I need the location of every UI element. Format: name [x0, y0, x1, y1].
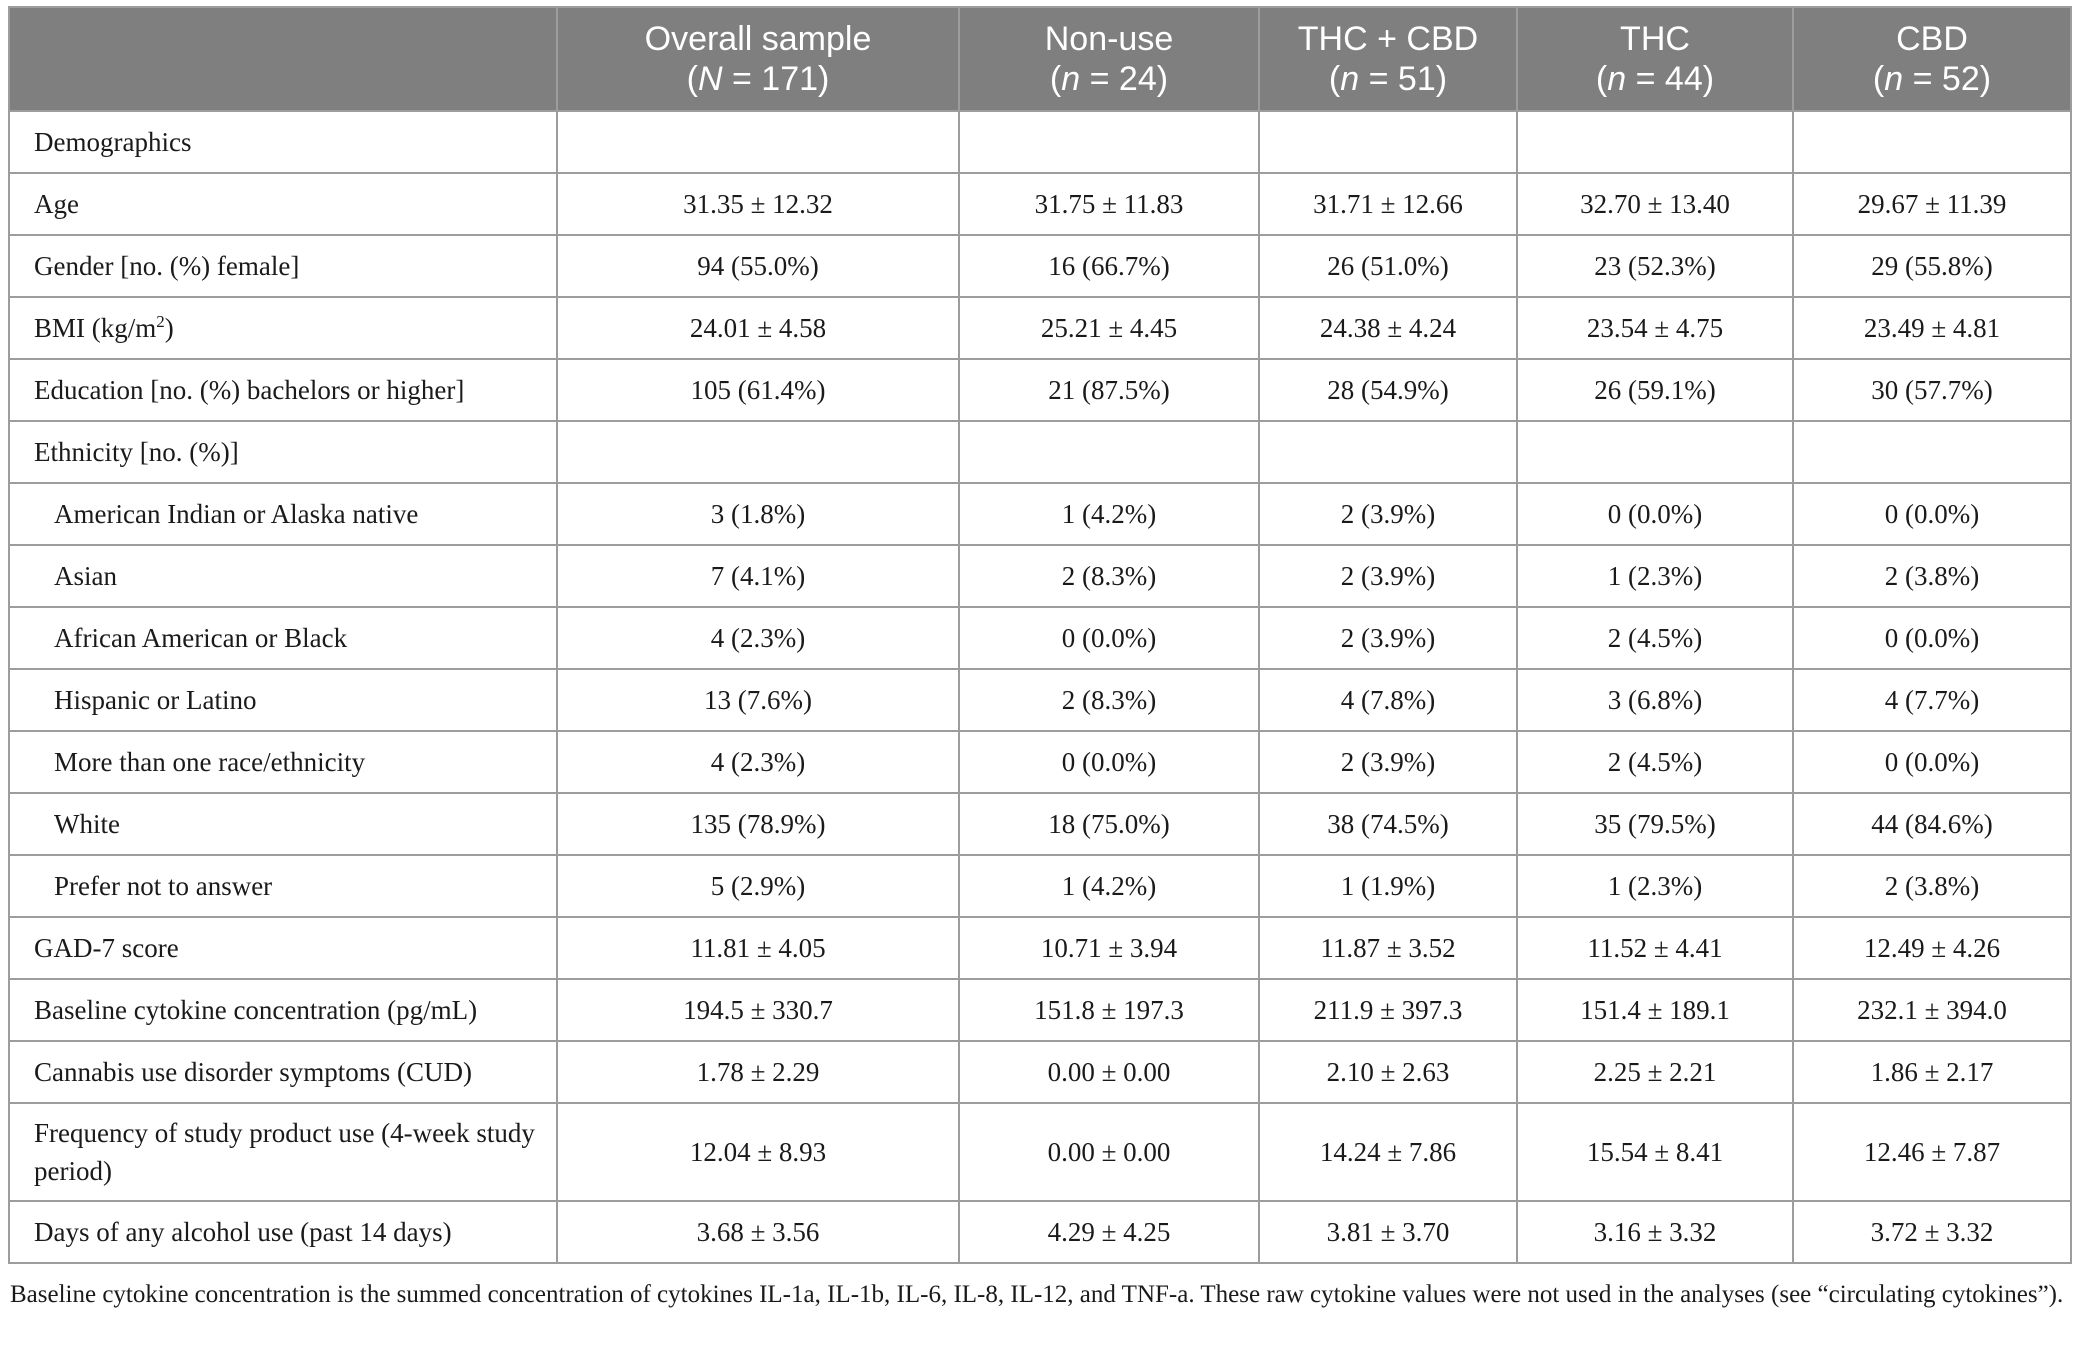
cell-value: 3 (6.8%)	[1517, 669, 1793, 731]
cell-value: 151.8 ± 197.3	[959, 979, 1259, 1041]
cell-value: 31.35 ± 12.32	[557, 173, 959, 235]
cell-value: 0.00 ± 0.00	[959, 1103, 1259, 1201]
table-row	[9, 793, 2071, 855]
cell-value: 29.67 ± 11.39	[1793, 173, 2071, 235]
cell-value: 12.04 ± 8.93	[557, 1103, 959, 1201]
cell-value: 28 (54.9%)	[1259, 359, 1517, 421]
cell-value: 35 (79.5%)	[1517, 793, 1793, 855]
cell-value: 2 (4.5%)	[1517, 607, 1793, 669]
characteristics-table	[8, 6, 2072, 1264]
cell-value: 105 (61.4%)	[557, 359, 959, 421]
header-cbd	[1793, 7, 2071, 111]
cell-value	[1259, 421, 1517, 483]
header-label: Overall sample	[644, 20, 872, 58]
cell-value: 1.78 ± 2.29	[557, 1041, 959, 1103]
cell-value: 4.29 ± 4.25	[959, 1201, 1259, 1263]
row-label: Baseline cytokine concentration (pg/mL)	[9, 979, 557, 1041]
table-row	[9, 607, 2071, 669]
cell-value: 0.00 ± 0.00	[959, 1041, 1259, 1103]
cell-value: 0 (0.0%)	[1517, 483, 1793, 545]
row-label: Gender [no. (%) female]	[9, 235, 557, 297]
row-label: White	[9, 793, 557, 855]
row-label: Frequency of study product use (4-week study period)	[9, 1103, 557, 1201]
row-label: Demographics	[9, 111, 557, 173]
cell-value: 0 (0.0%)	[1793, 607, 2071, 669]
table-footnote: Baseline cytokine concentration is the summed concentration of cytokines IL-1a, IL-1b, IL-6, IL-8, IL-12, and TNF-a. These raw cytokine values were not used in the analyses (see “circulating cytokines”).	[10, 1281, 2064, 1308]
cell-value	[1793, 421, 2071, 483]
header-count: (n = 52)	[1872, 60, 1992, 98]
cell-value: 11.52 ± 4.41	[1517, 917, 1793, 979]
header-blank	[9, 7, 557, 111]
header-count: (n = 44)	[1595, 60, 1715, 98]
table-page	[8, 6, 2070, 1339]
header-count: (n = 51)	[1328, 60, 1448, 98]
cell-value: 11.87 ± 3.52	[1259, 917, 1517, 979]
cell-value: 1 (2.3%)	[1517, 855, 1793, 917]
header-label: Non-use	[1044, 20, 1174, 58]
table-row	[9, 359, 2071, 421]
cell-value: 26 (51.0%)	[1259, 235, 1517, 297]
table-row	[9, 1041, 2071, 1103]
table-row	[9, 855, 2071, 917]
table-row	[9, 545, 2071, 607]
table-row	[9, 421, 2071, 483]
cell-value: 23.49 ± 4.81	[1793, 297, 2071, 359]
cell-value: 0 (0.0%)	[959, 607, 1259, 669]
row-label: More than one race/ethnicity	[9, 731, 557, 793]
cell-value: 211.9 ± 397.3	[1259, 979, 1517, 1041]
cell-value: 4 (7.8%)	[1259, 669, 1517, 731]
cell-value: 10.71 ± 3.94	[959, 917, 1259, 979]
cell-value	[959, 421, 1259, 483]
cell-value: 194.5 ± 330.7	[557, 979, 959, 1041]
cell-value: 135 (78.9%)	[557, 793, 959, 855]
table-row	[9, 483, 2071, 545]
row-label: Days of any alcohol use (past 14 days)	[9, 1201, 557, 1263]
cell-value	[1517, 111, 1793, 173]
cell-value: 13 (7.6%)	[557, 669, 959, 731]
cell-value: 2 (3.9%)	[1259, 607, 1517, 669]
cell-value: 232.1 ± 394.0	[1793, 979, 2071, 1041]
cell-value: 151.4 ± 189.1	[1517, 979, 1793, 1041]
cell-value: 12.46 ± 7.87	[1793, 1103, 2071, 1201]
row-label: Cannabis use disorder symptoms (CUD)	[9, 1041, 557, 1103]
cell-value: 0 (0.0%)	[1793, 483, 2071, 545]
cell-value: 3.81 ± 3.70	[1259, 1201, 1517, 1263]
cell-value: 1.86 ± 2.17	[1793, 1041, 2071, 1103]
cell-value: 26 (59.1%)	[1517, 359, 1793, 421]
cell-value	[959, 111, 1259, 173]
table-row	[9, 979, 2071, 1041]
cell-value: 2 (3.8%)	[1793, 855, 2071, 917]
cell-value: 94 (55.0%)	[557, 235, 959, 297]
row-label: Asian	[9, 545, 557, 607]
header-non-use	[959, 7, 1259, 111]
cell-value: 24.01 ± 4.58	[557, 297, 959, 359]
cell-value: 1 (4.2%)	[959, 483, 1259, 545]
row-label: Prefer not to answer	[9, 855, 557, 917]
table-row	[9, 173, 2071, 235]
row-label: American Indian or Alaska native	[9, 483, 557, 545]
cell-value: 38 (74.5%)	[1259, 793, 1517, 855]
cell-value: 4 (2.3%)	[557, 731, 959, 793]
cell-value: 4 (7.7%)	[1793, 669, 2071, 731]
header-thc-cbd	[1259, 7, 1517, 111]
header-label: THC	[1620, 20, 1690, 58]
cell-value: 0 (0.0%)	[1793, 731, 2071, 793]
cell-value	[1793, 111, 2071, 173]
cell-value: 2 (4.5%)	[1517, 731, 1793, 793]
cell-value: 3 (1.8%)	[557, 483, 959, 545]
cell-value: 24.38 ± 4.24	[1259, 297, 1517, 359]
header-count: (n = 24)	[1049, 60, 1169, 98]
cell-value: 2 (8.3%)	[959, 545, 1259, 607]
row-label: African American or Black	[9, 607, 557, 669]
cell-value: 4 (2.3%)	[557, 607, 959, 669]
cell-value	[1517, 421, 1793, 483]
row-label: Age	[9, 173, 557, 235]
cell-value: 23.54 ± 4.75	[1517, 297, 1793, 359]
table-row	[9, 917, 2071, 979]
cell-value: 23 (52.3%)	[1517, 235, 1793, 297]
table-row	[9, 235, 2071, 297]
row-label: Hispanic or Latino	[9, 669, 557, 731]
cell-value: 7 (4.1%)	[557, 545, 959, 607]
cell-value: 30 (57.7%)	[1793, 359, 2071, 421]
cell-value: 1 (4.2%)	[959, 855, 1259, 917]
cell-value: 3.72 ± 3.32	[1793, 1201, 2071, 1263]
table-row	[9, 1103, 2071, 1201]
cell-value: 2.10 ± 2.63	[1259, 1041, 1517, 1103]
cell-value: 14.24 ± 7.86	[1259, 1103, 1517, 1201]
cell-value: 32.70 ± 13.40	[1517, 173, 1793, 235]
cell-value: 16 (66.7%)	[959, 235, 1259, 297]
table-row	[9, 111, 2071, 173]
cell-value: 1 (2.3%)	[1517, 545, 1793, 607]
cell-value: 15.54 ± 8.41	[1517, 1103, 1793, 1201]
cell-value: 18 (75.0%)	[959, 793, 1259, 855]
cell-value: 2 (3.9%)	[1259, 545, 1517, 607]
cell-value: 44 (84.6%)	[1793, 793, 2071, 855]
cell-value	[557, 421, 959, 483]
cell-value: 11.81 ± 4.05	[557, 917, 959, 979]
cell-value: 29 (55.8%)	[1793, 235, 2071, 297]
cell-value: 2.25 ± 2.21	[1517, 1041, 1793, 1103]
table-row	[9, 297, 2071, 359]
table-row	[9, 731, 2071, 793]
cell-value: 31.75 ± 11.83	[959, 173, 1259, 235]
cell-value: 1 (1.9%)	[1259, 855, 1517, 917]
header-label: CBD	[1896, 20, 1968, 58]
cell-value: 2 (3.9%)	[1259, 483, 1517, 545]
cell-value: 2 (8.3%)	[959, 669, 1259, 731]
row-label: BMI $(kg/m^2)$	[9, 297, 557, 359]
row-label: Education [no. (%) bachelors or higher]	[9, 359, 557, 421]
header-count: (N = 171)	[686, 60, 830, 98]
table-row	[9, 669, 2071, 731]
cell-value: 5 (2.9%)	[557, 855, 959, 917]
table-header-row	[9, 7, 2071, 111]
table-row	[9, 1201, 2071, 1263]
cell-value: 31.71 ± 12.66	[1259, 173, 1517, 235]
cell-value	[557, 111, 959, 173]
header-thc	[1517, 7, 1793, 111]
cell-value: 2 (3.9%)	[1259, 731, 1517, 793]
cell-value: 0 (0.0%)	[959, 731, 1259, 793]
row-label: GAD-7 score	[9, 917, 557, 979]
cell-value: 3.68 ± 3.56	[557, 1201, 959, 1263]
header-label: THC + CBD	[1297, 20, 1479, 58]
cell-value: 2 (3.8%)	[1793, 545, 2071, 607]
cell-value: 3.16 ± 3.32	[1517, 1201, 1793, 1263]
cell-value: 25.21 ± 4.45	[959, 297, 1259, 359]
row-label: Ethnicity [no. (%)]	[9, 421, 557, 483]
header-overall-sample	[557, 7, 959, 111]
cell-value: 21 (87.5%)	[959, 359, 1259, 421]
cell-value	[1259, 111, 1517, 173]
cell-value: 12.49 ± 4.26	[1793, 917, 2071, 979]
